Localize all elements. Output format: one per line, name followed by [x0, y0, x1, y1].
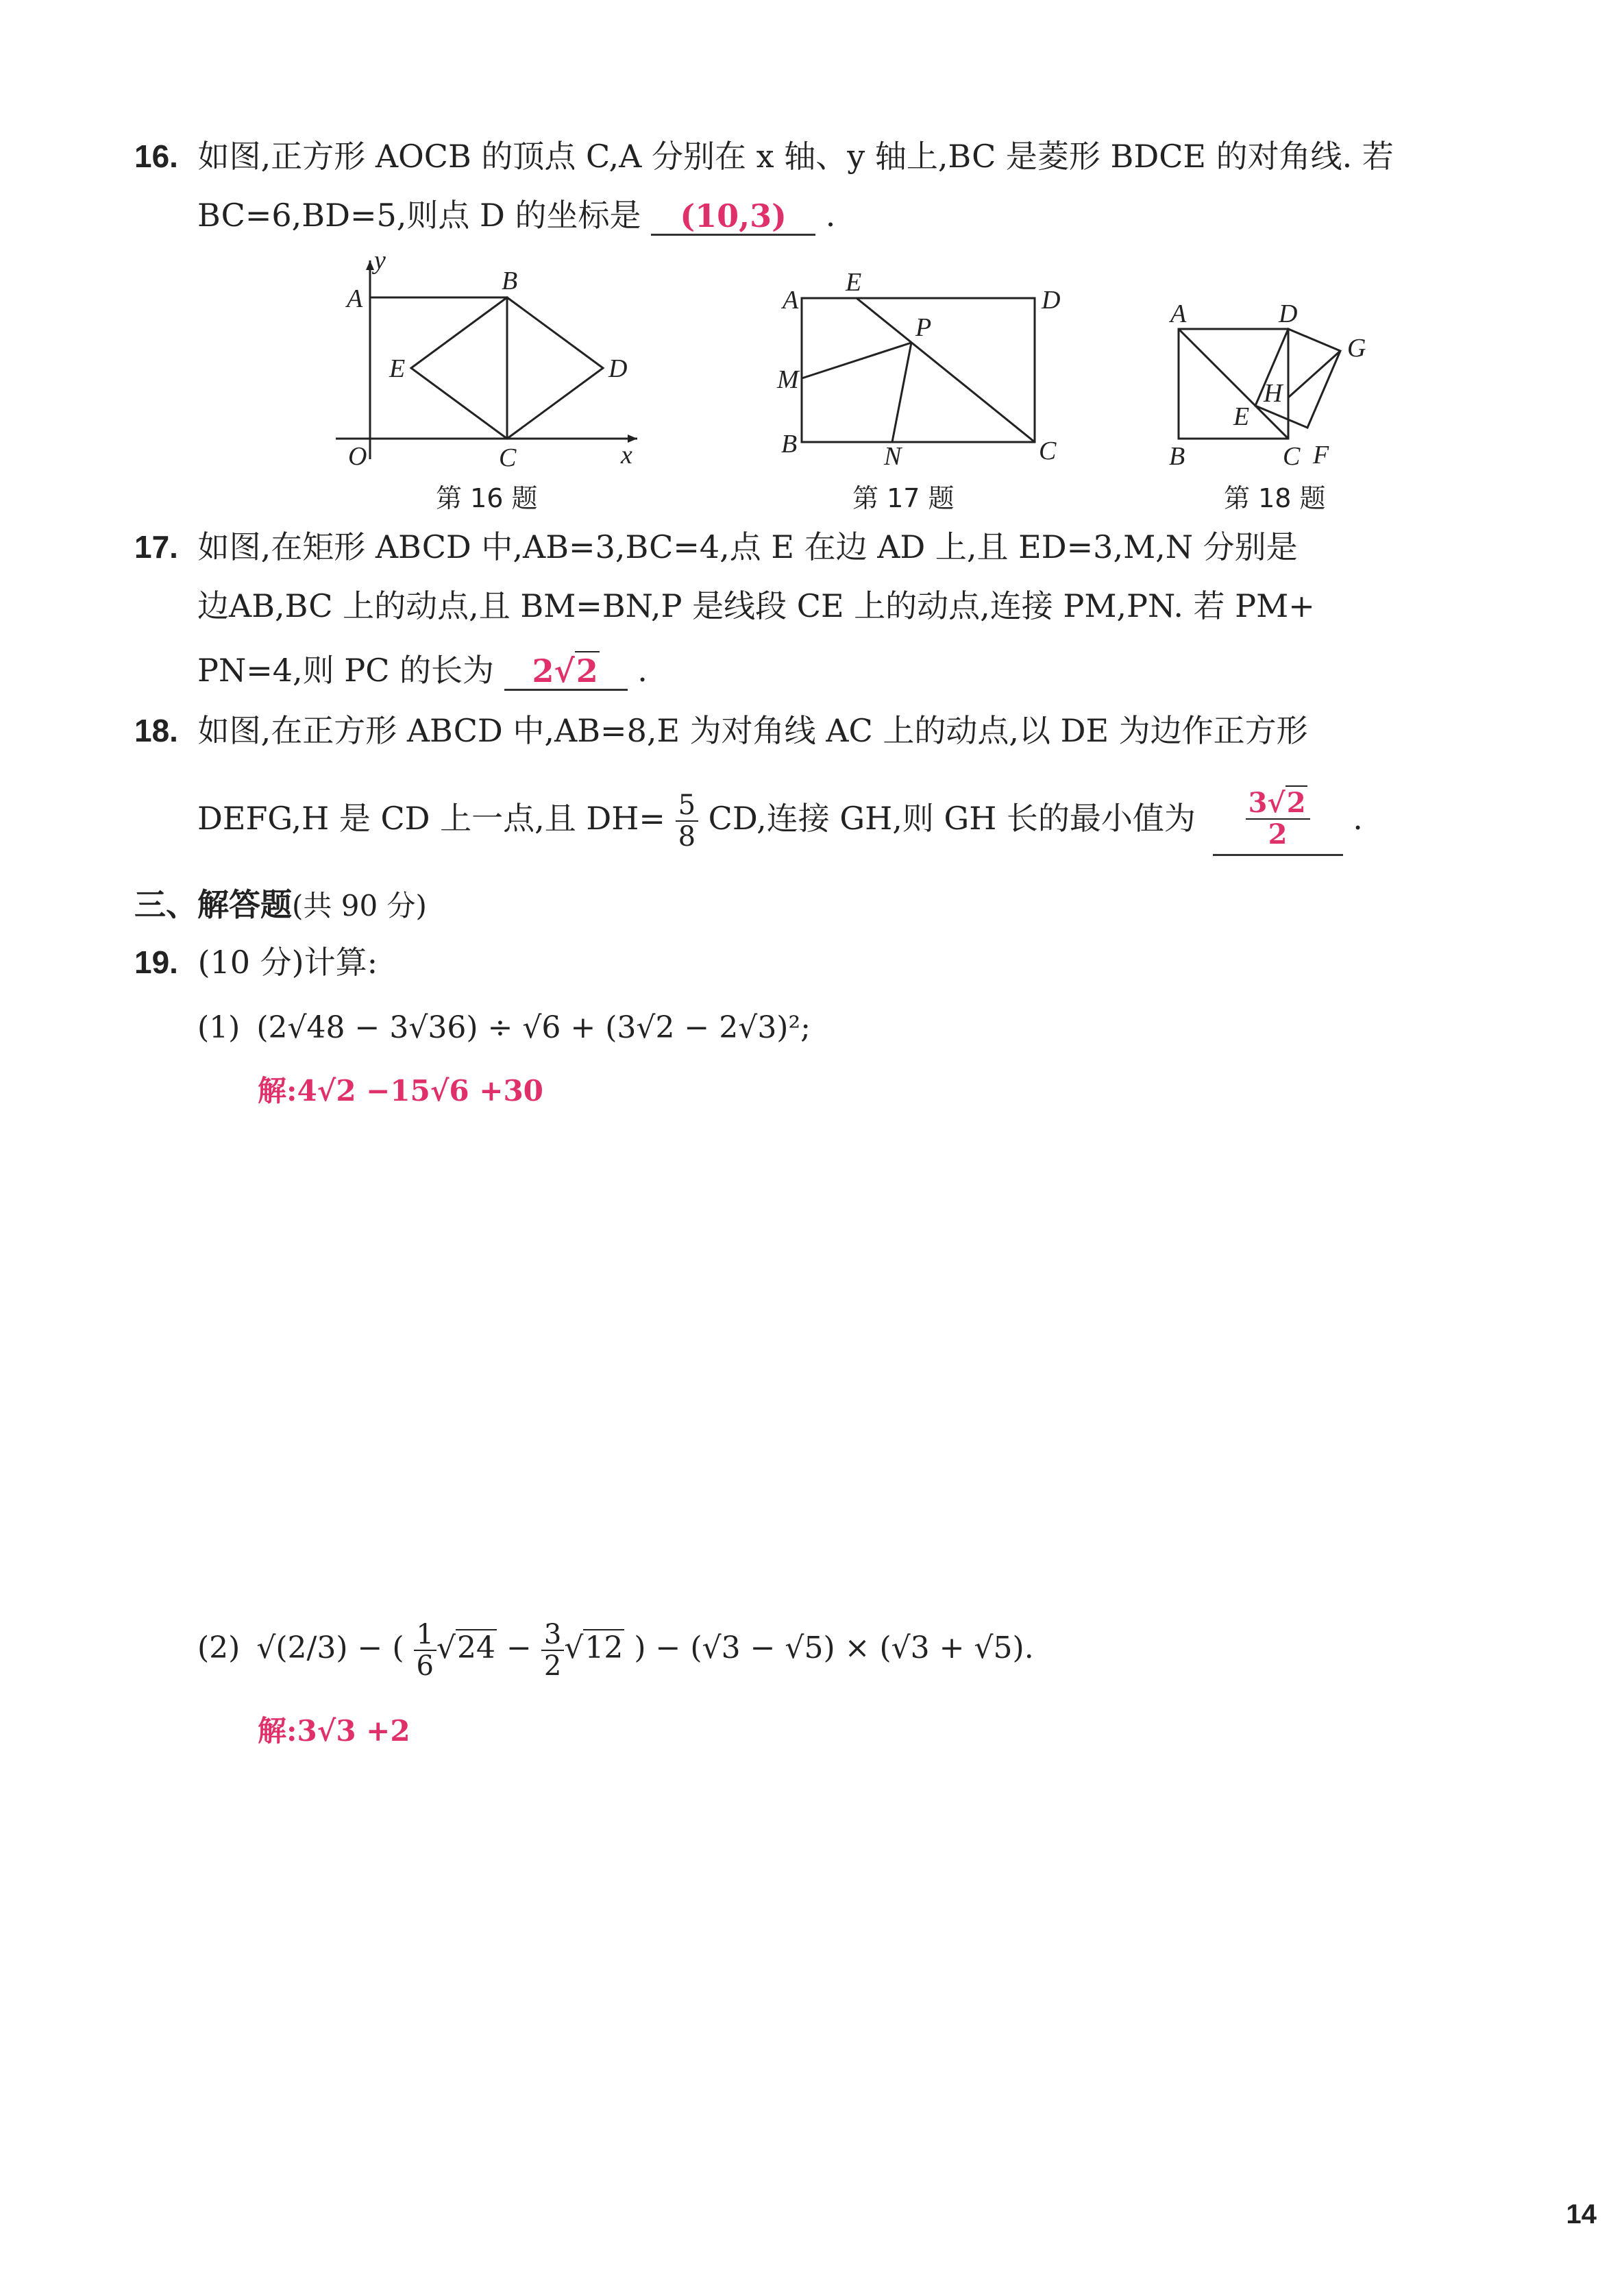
figure-16 [322, 246, 678, 482]
q19-part2 [197, 1611, 1034, 1686]
figure-18-caption: 第 18 题 [1224, 483, 1326, 513]
q19-part2-frac2 [541, 1619, 564, 1681]
fig16-label-y: y [374, 246, 386, 275]
fig18-square-DEFG [1255, 329, 1340, 428]
q17-answer-radical-sign: √ [554, 652, 575, 689]
q19-part2-radical1-sign: √ [436, 1630, 456, 1665]
section-3-title: 三、解答题 [134, 886, 292, 923]
fig17-segment-MP [802, 343, 911, 378]
figure-17-svg [774, 260, 1062, 471]
q19-part2-frac1-num: 1 [414, 1619, 436, 1651]
q18-fraction-den: 8 [678, 821, 696, 853]
figure-18-svg [1151, 299, 1412, 480]
fig16-label-C: C [499, 443, 517, 472]
fig17-label-A: A [783, 286, 799, 315]
q17-text-line1: 如图,在矩形 ABCD 中,AB=3,BC=4,点 E 在边 AD 上,且 ED=3,M,N 分别是 [197, 528, 1298, 565]
q16-line1 [134, 136, 1394, 177]
q18-number: 18. [134, 713, 178, 748]
q18-text-line2-pre: DEFG,H 是 CD 上一点,且 DH= [197, 800, 665, 837]
q18-answer-num-radicand: 2 [1286, 787, 1306, 819]
q19-part2-expr-b: ) − (√3 − √5) × (√3 + √5). [634, 1630, 1034, 1665]
figure-18 [1151, 299, 1412, 482]
q19-part2-expr-a: √(2/3) − ( [256, 1630, 404, 1665]
fig16-label-E: E [389, 354, 406, 383]
fig16-label-D: D [608, 354, 628, 383]
q19-part2-answer: 解:3√3 +2 [258, 1714, 410, 1748]
q17-number: 17. [134, 529, 178, 565]
fig17-label-D: D [1042, 286, 1061, 315]
q19-part2-radical1: 24 [457, 1630, 496, 1665]
fig17-label-E: E [846, 268, 862, 297]
fig18-label-G: G [1347, 334, 1366, 363]
q19-part1-answer: 解:4√2 −15√6 +30 [258, 1074, 543, 1108]
fig17-label-C: C [1039, 437, 1057, 465]
section-3-subtitle: (共 90 分) [292, 889, 427, 922]
q18-answer-den: 2 [1268, 818, 1288, 851]
fig16-y-arrow [366, 260, 374, 270]
q17-line2 [197, 585, 1315, 626]
figure-17-caption: 第 17 题 [852, 483, 955, 513]
figure-16-caption: 第 16 题 [436, 483, 538, 513]
q19-number: 19. [134, 944, 178, 980]
q19-part2-frac1-den: 6 [416, 1650, 434, 1682]
q19-part2-frac1 [414, 1619, 436, 1681]
q18-period: . [1353, 800, 1363, 837]
q19-part2-label: (2) [197, 1630, 241, 1665]
fig18-label-C: C [1283, 442, 1301, 471]
q19-part2-frac2-den: 2 [543, 1650, 562, 1682]
fig16-label-A: A [347, 284, 363, 313]
q18-answer-num-coef: 3 [1248, 787, 1268, 819]
q19-intro: (10 分)计算: [197, 944, 378, 981]
fig17-segment-PN [892, 343, 911, 442]
q19-part1 [197, 1007, 811, 1049]
q18-text-line1: 如图,在正方形 ABCD 中,AB=8,E 为对角线 AC 上的动点,以 DE 为边作正方形 [197, 712, 1308, 749]
fig16-label-x: x [621, 441, 632, 469]
q19-part2-answer-line [258, 1711, 410, 1752]
fig17-label-B: B [781, 430, 798, 459]
q17-answer-radicand: 2 [576, 652, 598, 689]
q18-fraction-num: 5 [676, 790, 698, 822]
q16-number: 16. [134, 138, 178, 174]
fig18-label-F: F [1313, 441, 1329, 469]
q19-part1-label: (1) [197, 1010, 241, 1045]
q18-text-line2-mid: CD,连接 GH,则 GH 长的最小值为 [708, 800, 1196, 837]
fig17-label-N: N [884, 442, 902, 471]
q17-line3 [197, 650, 648, 691]
q19-part2-radical2: 12 [585, 1630, 624, 1665]
section-3-heading [134, 884, 427, 927]
fig16-label-O: O [348, 442, 367, 471]
q16-answer-blank [651, 195, 815, 236]
page-number: 14 [1566, 2199, 1597, 2229]
fig18-label-B: B [1169, 442, 1185, 471]
figure-16-svg [322, 246, 678, 480]
fig18-label-D: D [1279, 299, 1298, 328]
q17-period: . [637, 652, 648, 689]
figure-17 [774, 260, 1062, 469]
q17-answer-blank [504, 650, 628, 691]
q16-answer: (10,3) [680, 197, 787, 234]
q19-part1-expression: (2√48 − 3√36) ÷ √6 + (3√2 − 2√3)²; [256, 1010, 811, 1045]
q19-part2-radical2-sign: √ [564, 1630, 584, 1665]
q18-answer-num [1246, 788, 1310, 820]
q17-text-line2: 边AB,BC 上的动点,且 BM=BN,P 是线段 CE 上的动点,连接 PM,PN. 若 PM+ [197, 587, 1315, 624]
q19-part1-answer-line [258, 1071, 543, 1112]
q17-answer-coef: 2 [532, 652, 554, 689]
q18-line2 [197, 779, 1363, 856]
fig16-label-B: B [502, 267, 518, 295]
q18-answer-fraction [1246, 788, 1310, 850]
fig18-label-A: A [1170, 299, 1187, 328]
q18-answer-radical-sign: √ [1267, 787, 1285, 819]
q16-text-line2: BC=6,BD=5,则点 D 的坐标是 [197, 197, 641, 234]
q19-part2-minus: − [506, 1630, 532, 1665]
q16-text-line1: 如图,正方形 AOCB 的顶点 C,A 分别在 x 轴、y 轴上,BC 是菱形 BDCE 的对角线. 若 [197, 138, 1394, 175]
fig17-label-P: P [915, 313, 932, 342]
q19-part2-frac2-num: 3 [541, 1619, 564, 1651]
fig17-segment-EC [857, 298, 1035, 442]
q17-text-line3: PN=4,则 PC 的长为 [197, 652, 495, 689]
q18-answer-blank [1213, 779, 1343, 856]
fig18-label-E: E [1233, 402, 1250, 431]
fig18-segment-HG [1288, 351, 1340, 398]
q16-line2 [197, 195, 835, 236]
q19-line [134, 942, 378, 983]
q18-line1 [134, 710, 1308, 751]
q16-period: . [825, 197, 836, 234]
q17-answer [532, 651, 600, 689]
fig17-label-M: M [777, 365, 799, 394]
q17-line1 [134, 526, 1298, 567]
q18-fraction [676, 790, 698, 852]
fig18-label-H: H [1264, 379, 1283, 408]
